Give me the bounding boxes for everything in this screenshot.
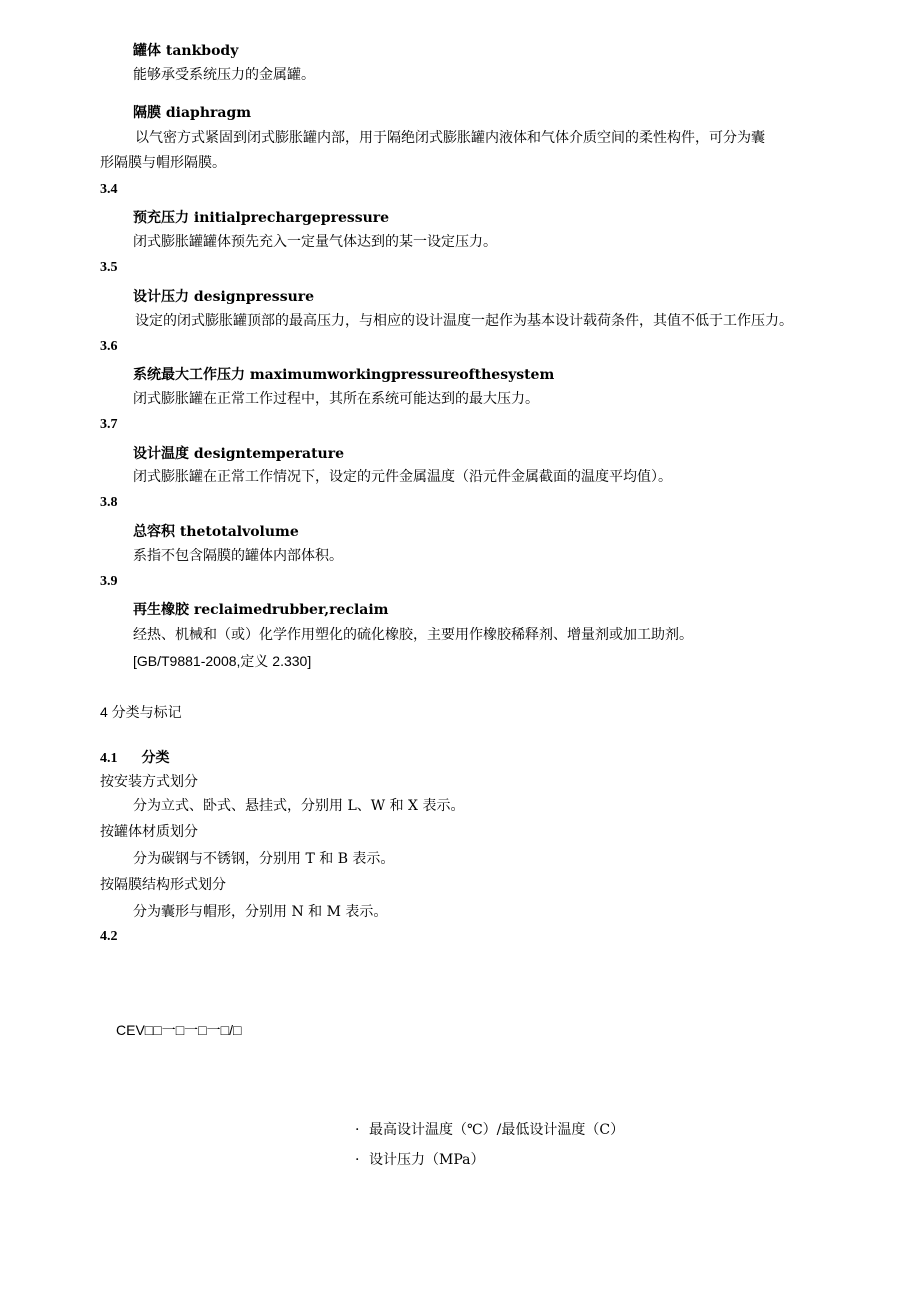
term-title-3-4: 预充压力 initialprechargepressure [133,210,390,226]
clause-number-3-8: 3.8 [100,495,118,510]
classify-by-install-desc: 分为立式、卧式、悬挂式，分别用 L、W 和 X 表示。 [133,798,465,814]
subsection-heading-4-1 [100,749,170,768]
classify-by-material-desc: 分为碳钢与不锈钢，分别用 T 和 B 表示。 [133,851,395,867]
marking-legend-item-2 [355,1151,484,1169]
term-def-diaphragm-line1: 以气密方式紧固到闭式膨胀罐内部，用于隔绝闭式膨胀罐内液体和气体介质空间的柔性构件，可分为囊 [135,130,765,146]
clause-number-3-7: 3.7 [100,417,118,432]
term-title-3-7: 设计温度 designtemperature [133,446,344,462]
subsection-number-4-1: 4.1 [100,751,118,766]
term-def-3-9: 经热、机械和（或）化学作用塑化的硫化橡胶，主要用作橡胶稀释剂、增量剂或加工助剂。 [133,627,693,643]
marking-legend-text-1: 最高设计温度（℃）/最低设计温度（C） [369,1122,625,1138]
subsection-title-4-1: 分类 [141,750,170,766]
section-title-4: 4 分类与标记 [100,704,182,720]
term-def-3-7: 闭式膨胀罐在正常工作情况下，设定的元件金属温度（沿元件金属截面的温度平均值）。 [133,469,672,485]
classify-by-material-heading: 按罐体材质划分 [100,824,198,840]
bullet-icon: · [355,1152,360,1168]
term-title-3-6: 系统最大工作压力 maximumworkingpressureofthesystem [133,367,555,383]
term-title-3-9: 再生橡胶 reclaimedrubber,reclaim [133,602,389,618]
term-title-diaphragm: 隔膜 diaphragm [133,105,252,121]
clause-number-3-5: 3.5 [100,260,118,275]
term-def-3-8: 系指不包含隔膜的罐体内部体积。 [133,548,343,564]
term-def-tankbody: 能够承受系统压力的金属罐。 [133,67,315,83]
subsection-number-4-2: 4.2 [100,929,118,944]
classify-by-install-heading: 按安装方式划分 [100,774,198,790]
term-title-tankbody: 罐体 tankbody [133,43,239,59]
marking-legend-item-1 [355,1121,624,1139]
term-title-3-8: 总容积 thetotalvolume [133,524,299,540]
clause-number-3-9: 3.9 [100,574,118,589]
term-def-3-4: 闭式膨胀罐罐体预先充入一定量气体达到的某一设定压力。 [133,234,497,250]
term-def-diaphragm-line2: 形隔膜与帽形隔膜。 [100,155,226,171]
marking-code: CEV□□一□一□一□/□ [116,1022,242,1038]
term-reference-3-9: [GB/T9881-2008,定义 2.330] [133,653,312,669]
classify-by-diaphragm-heading: 按隔膜结构形式划分 [100,877,226,893]
term-title-3-5: 设计压力 designpressure [133,289,315,305]
clause-number-3-6: 3.6 [100,339,118,354]
term-def-3-6: 闭式膨胀罐在正常工作过程中，其所在系统可能达到的最大压力。 [133,391,539,407]
classify-by-diaphragm-desc: 分为囊形与帽形，分别用 N 和 M 表示。 [133,904,388,920]
bullet-icon: · [355,1122,360,1138]
term-def-3-5: 设定的闭式膨胀罐顶部的最高压力，与相应的设计温度一起作为基本设计载荷条件，其值不低于工作压力。 [135,313,793,329]
marking-legend-text-2: 设计压力（MPa） [369,1152,485,1168]
clause-number-3-4: 3.4 [100,182,118,197]
